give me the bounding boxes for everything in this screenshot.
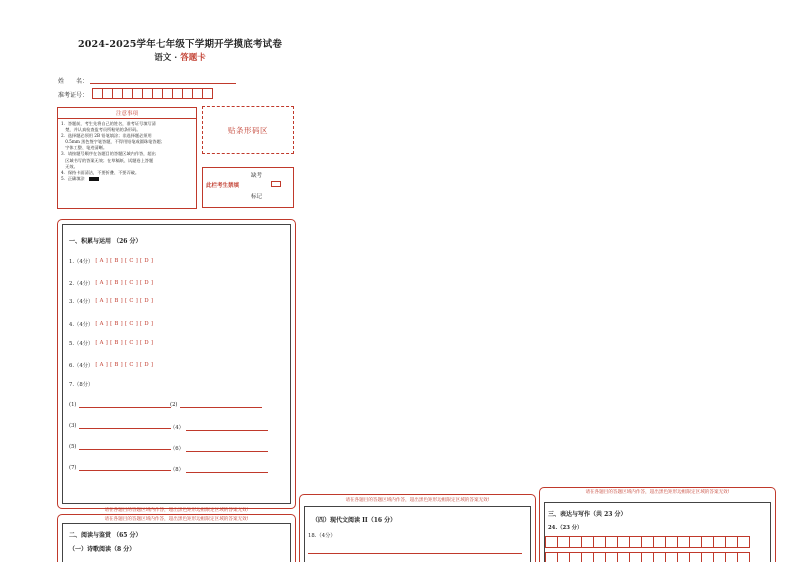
middle-heading: （四）现代文阅读 II（16 分） (312, 517, 397, 524)
choice-row[interactable] (69, 297, 153, 305)
name-input-line[interactable] (90, 83, 236, 84)
notice-line (61, 176, 193, 182)
choice-options[interactable]: [ A ] [ B ] [ C ] [ D ] (95, 362, 154, 368)
middle-answer-area[interactable] (304, 506, 531, 562)
notice-line: 2．选择题必须用 2B 铅笔填涂；非选择题必须用 (61, 133, 152, 139)
blank-line[interactable] (79, 466, 171, 471)
exam-id-digit-box[interactable] (202, 88, 213, 99)
choice-options[interactable]: [ A ] [ B ] [ C ] [ D ] (95, 258, 154, 264)
choice-options[interactable]: [ A ] [ B ] [ C ] [ D ] (95, 298, 154, 304)
notice-line-text: 5．正确填涂 (61, 175, 85, 181)
barcode-area (202, 106, 294, 154)
answer-line[interactable] (308, 553, 522, 554)
paper-title: 2024-2025学年七年级下学期开学摸底考试卷 (77, 39, 283, 50)
blank-4[interactable] (170, 423, 268, 431)
blank-label: （4） (170, 425, 184, 431)
blank-label: (2) (170, 402, 178, 408)
paper-subtitle (0, 51, 360, 63)
choice-row[interactable] (69, 320, 153, 328)
notice-line: 无效。 (61, 163, 78, 169)
choice-row[interactable] (69, 361, 153, 369)
blank-label: (5) (69, 444, 77, 450)
absent-line1: 缺考 (251, 173, 263, 179)
choice-label: 4.（4分） (69, 322, 94, 328)
choice-label: 1.（4分） (69, 259, 94, 265)
notice-box (57, 107, 197, 209)
notice-line: 1．答题前，考生先将自己的姓名，准考证号填写清 (61, 121, 156, 126)
blank-line[interactable] (186, 447, 268, 452)
section2-subtitle: （一）诗歌阅读（8 分） (69, 546, 136, 553)
blank-label: (3) (69, 423, 77, 429)
grid-cell[interactable] (737, 552, 750, 562)
absent-checkbox[interactable] (271, 181, 281, 187)
choice-label: 5.（4分） (69, 341, 94, 347)
section2-title: 二、阅读与鉴赏 （65 分） (69, 532, 142, 539)
notice-line: 字体工整、笔迹清晰。 (61, 145, 108, 151)
notice-heading: 注意事项 (58, 108, 196, 119)
absent-line3: 标记 (251, 194, 263, 200)
choice-label: 2.（4分） (69, 281, 94, 287)
q24-label: 24.（23 分） (548, 525, 583, 531)
composition-grid[interactable] (545, 552, 749, 562)
grid-cell[interactable] (737, 536, 750, 548)
warning-text: 请在各题目的答题区域内作答，超出黑色矩形边框限定区域的答案无效! (345, 498, 490, 503)
exam-id-label: 准考证号： (58, 92, 89, 99)
exam-id-boxes[interactable] (92, 88, 212, 99)
section1-answer-area[interactable] (62, 224, 291, 504)
choice-row[interactable] (69, 257, 153, 265)
blank-line[interactable] (186, 426, 268, 431)
notice-line: 区域书写的答案无效；在草稿纸、试题卷上答题 (61, 157, 154, 163)
warning-text: 请在各题目的答题区域内作答，超出黑色矩形边框限定区域的答案无效! (585, 490, 730, 495)
blank-7[interactable] (69, 465, 171, 471)
absent-line2: 此栏考生禁填 (206, 183, 240, 189)
choice-label: 3.（4分） (69, 299, 94, 305)
q18-label: 18.（4分） (308, 533, 336, 539)
warning-text: 请在各题目的答题区域内作答，超出黑色矩形边框限定区域的答案无效! (104, 508, 249, 513)
choice-label: 6.（4分） (69, 363, 94, 369)
notice-line: 0.5mm 黑色签字笔答题，不得用铅笔或圆珠笔答题； (61, 139, 165, 145)
blank-line[interactable] (79, 424, 171, 429)
notice-line: 4．保持卡面清洁，不要折叠、不要弄破。 (61, 169, 140, 175)
barcode-label: 贴条形码区 (228, 125, 268, 135)
blank-1[interactable] (69, 402, 171, 408)
right-title: 三、表达与写作（共 23 分） (548, 511, 627, 518)
blank-line[interactable] (79, 403, 171, 408)
blank-6[interactable] (170, 444, 268, 452)
right-answer-area[interactable] (544, 502, 771, 562)
composition-grid[interactable] (545, 536, 749, 548)
blank-label: (7) (69, 465, 77, 471)
blank-line[interactable] (180, 403, 262, 408)
q7-label: 7.（8分） (69, 382, 94, 388)
blank-5[interactable] (69, 444, 171, 450)
choice-row[interactable] (69, 279, 153, 287)
card-label: 答题卡 (180, 53, 206, 63)
blank-label: (1) (69, 402, 77, 408)
warning-text: 请在各题目的答题区域内作答，超出黑色矩形边框限定区域的答案无效! (104, 517, 249, 522)
notice-line: 楚，并认真检查监考员所粘贴的条形码。 (61, 127, 141, 133)
blank-3[interactable] (69, 423, 171, 429)
blank-label: （6） (170, 446, 184, 452)
name-label: 姓 名： (58, 78, 89, 85)
blank-line[interactable] (79, 445, 171, 450)
notice-body (58, 119, 196, 184)
choice-options[interactable]: [ A ] [ B ] [ C ] [ D ] (95, 321, 154, 327)
choice-options[interactable]: [ A ] [ B ] [ C ] [ D ] (95, 340, 154, 346)
blank-line[interactable] (186, 468, 268, 473)
blank-2[interactable] (170, 402, 262, 408)
choice-row[interactable] (69, 339, 153, 347)
filled-sample-mark (89, 177, 99, 181)
absent-box (202, 167, 294, 208)
section2-answer-area[interactable] (62, 523, 291, 562)
blank-label: （8） (170, 467, 184, 473)
section1-title: 一、积累与运用 （26 分） (69, 238, 142, 245)
blank-8[interactable] (170, 465, 268, 473)
notice-line: 3．请按题号顺序在各题目的答题区域内作答，超出 (61, 151, 156, 157)
choice-options[interactable]: [ A ] [ B ] [ C ] [ D ] (95, 280, 154, 286)
subject-label: 语文 · (154, 53, 181, 63)
